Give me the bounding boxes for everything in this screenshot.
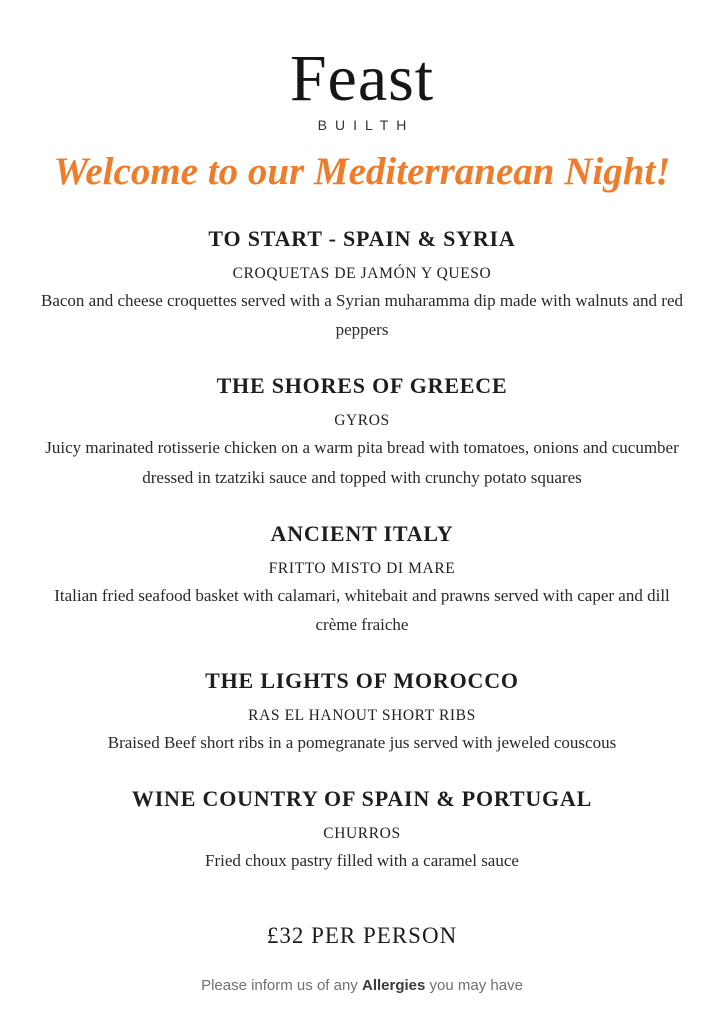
section-heading: WINE COUNTRY OF SPAIN & PORTUGAL [131,786,593,812]
dish-name: CHURROS [323,825,401,843]
allergy-note-suffix: you may have [425,977,523,994]
menu-section-greece [32,373,692,491]
dish-name: FRITTO MISTO DI MARE [268,559,456,577]
section-heading: THE SHORES OF GREECE [216,373,508,399]
dish-description: Braised Beef short ribs in a pomegranate jus served with jeweled couscous [107,733,617,753]
brand-name: Feast [289,42,435,115]
section-heading: ANCIENT ITALY [270,520,454,546]
menu-section-spain-syria [32,226,692,344]
dish-description: Juicy marinated rotisserie chicken on a warm pita bread with tomatoes, onions and cucumber dressed in tzatziki sauce and topped with crunchy potato squares [45,438,679,487]
menu-section-italy [32,521,692,639]
section-heading: THE LIGHTS OF MOROCCO [205,668,519,694]
dish-description: Bacon and cheese croquettes served with a Syrian muharamma dip made with walnuts and red peppers [40,290,683,340]
menu-body [32,226,692,876]
welcome-headline: Welcome to our Mediterranean Night! [53,150,671,193]
dish-description: Italian fried seafood basket with calamari, whitebait and prawns served with caper and dill crème fraiche [54,585,670,634]
allergy-note [0,977,724,994]
menu-section-morocco [32,668,692,757]
dish-name: GYROS [334,412,390,430]
dish-name: CROQUETAS DE JAMÓN Y QUESO [232,264,492,282]
dish-name: RAS EL HANOUT SHORT RIBS [248,707,476,725]
brand-location: BUILTH [317,117,415,133]
allergy-note-keyword: Allergies [361,977,426,994]
dish-description: Fried choux pastry filled with a caramel sauce [205,851,519,871]
allergy-note-prefix: Please inform us of any [201,977,362,994]
menu-section-spain-portugal [32,786,692,875]
section-heading: TO START - SPAIN & SYRIA [208,225,516,251]
brand-logo [0,42,724,133]
price-per-person: £32 PER PERSON [266,922,458,948]
